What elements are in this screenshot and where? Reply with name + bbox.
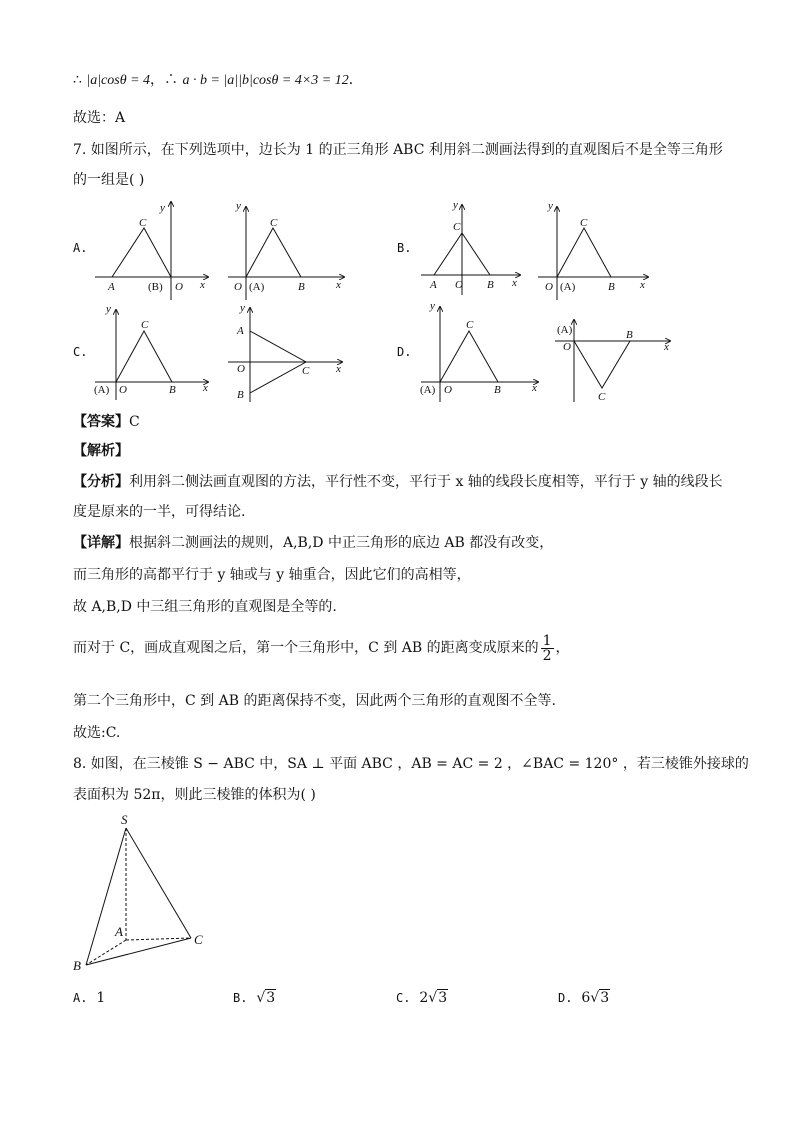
detail-tag: 【详解】 xyxy=(73,535,129,551)
label-paren-a: (A) xyxy=(557,324,573,336)
label-x: x xyxy=(200,279,205,291)
detail4-text: 而对于 C，画成直观图之后，第一个三角形中，C 到 AB 的距离变成原来的 xyxy=(73,640,539,656)
radicand: 3 xyxy=(600,990,610,1006)
fraction-numerator: 1 xyxy=(542,632,552,649)
label-b: B xyxy=(626,329,633,341)
answer-value: C xyxy=(129,414,140,430)
fraction-denominator: 2 xyxy=(542,647,552,664)
label-y: y xyxy=(106,303,111,315)
q7-analysis-tag: 【解析】 xyxy=(73,443,129,459)
label-b: B xyxy=(494,384,501,396)
label-y: y xyxy=(453,199,458,211)
q7-detail-line4 xyxy=(73,630,570,666)
option-label: C. xyxy=(396,991,411,1005)
option-label: D. xyxy=(558,991,573,1005)
label-y: y xyxy=(430,300,435,312)
label-c: C xyxy=(466,319,474,331)
label-c: C xyxy=(598,391,606,403)
label-c: C xyxy=(139,217,147,229)
sqrt-expression: 6√3 xyxy=(581,990,610,1006)
q7-option-d-label: D. xyxy=(397,345,412,359)
q7-option-b-label: B. xyxy=(397,241,412,255)
label-c: C xyxy=(302,365,310,377)
label-b: B xyxy=(237,389,244,401)
q8-stem-line1: 8. 如图，在三棱锥 S − ABC 中，SA ⊥ 平面 ABC ，AB = AC = 2 ，∠BAC = 120° ，若三棱锥外接球的 xyxy=(73,756,749,772)
q7-option-a-label: A. xyxy=(73,241,88,255)
label-o: O xyxy=(175,281,183,293)
label-y: y xyxy=(240,302,245,314)
label-y: y xyxy=(160,202,165,214)
option-label: A. xyxy=(73,991,88,1005)
sqrt-expression: 2√3 xyxy=(419,990,448,1006)
label-x: x xyxy=(203,382,208,394)
label-x: x xyxy=(664,341,669,353)
fenxi-tag: 【分析】 xyxy=(73,474,129,490)
label-o: O xyxy=(563,341,571,353)
label-b: B xyxy=(298,281,305,293)
q7-choose: 故选:C. xyxy=(73,725,121,741)
label-o: O xyxy=(444,384,452,396)
label-c: C xyxy=(141,319,149,331)
answer-tag: 【答案】 xyxy=(73,414,129,430)
label-x: x xyxy=(640,279,645,291)
label-a: A xyxy=(108,281,115,293)
period: ． xyxy=(348,72,363,88)
q7-detail-line3: 故 A,B,D 中三组三角形的直观图是全等的. xyxy=(73,599,337,615)
label-c: C xyxy=(194,932,203,947)
label-s: S xyxy=(121,812,128,827)
label-a: A xyxy=(430,279,437,291)
fig-a2 xyxy=(228,207,344,300)
fig-b2 xyxy=(538,207,648,300)
equation-dot-product: a · b = |a||b|cosθ = 4×3 = 12 xyxy=(182,73,349,88)
label-b: B xyxy=(487,279,494,291)
q7-detail-line1 xyxy=(73,533,553,553)
fig-d1 xyxy=(421,307,538,402)
fig-c1 xyxy=(95,310,208,400)
detail-text: 根据斜二测画法的规则，A,B,D 中正三角形的底边 AB 都没有改变， xyxy=(129,535,554,551)
q7-detail-line2: 而三角形的高都平行于 y 轴或与 y 轴重合，因此它们的高相等， xyxy=(73,567,471,583)
q8-option-c xyxy=(396,988,448,1008)
label-y: y xyxy=(236,200,241,212)
q8-option-d xyxy=(558,988,610,1008)
label-b: B xyxy=(169,384,176,396)
label-x: x xyxy=(336,279,341,291)
label-o: O xyxy=(455,279,463,291)
label-paren-a: (A) xyxy=(420,384,436,396)
label-a: A xyxy=(115,924,123,939)
radicand: 3 xyxy=(438,990,448,1006)
q7-answer xyxy=(73,412,140,432)
label-o: O xyxy=(237,363,245,375)
q7-stem-line1: 7. 如图所示，在下列选项中，边长为 1 的正三角形 ABC 利用斜二测画法得到的直观图后不是全等三角形 xyxy=(73,142,723,158)
prev-choose: 故选：A xyxy=(73,110,126,126)
label-b: B xyxy=(608,281,615,293)
therefore-symbol: ∴ xyxy=(73,72,87,88)
q8-option-a xyxy=(73,988,105,1008)
label-c: C xyxy=(580,217,588,229)
detail4-comma: ， xyxy=(555,640,570,656)
option-value: 1 xyxy=(96,990,106,1006)
label-o: O xyxy=(545,281,553,293)
q7-fenxi-line1 xyxy=(73,472,723,492)
separator: ，∴ xyxy=(150,72,183,88)
fraction-one-half xyxy=(541,634,554,663)
radicand: 3 xyxy=(266,990,276,1006)
label-y: y xyxy=(548,200,553,212)
label-o: O xyxy=(119,384,127,396)
sqrt-expression: √3 xyxy=(256,990,276,1006)
q7-detail-line5: 第二个三角形中，C 到 AB 的距离保持不变，因此两个三角形的直观图不全等. xyxy=(73,693,556,709)
q7-fenxi-line2: 度是原来的一半，可得结论. xyxy=(73,504,246,520)
fig-c2 xyxy=(228,308,342,402)
label-a: A xyxy=(237,325,244,337)
label-o: O xyxy=(234,281,242,293)
q8-stem-line2: 表面积为 52π，则此三棱锥的体积为( ) xyxy=(73,787,316,803)
q7-stem-line2: 的一组是( ) xyxy=(73,172,145,188)
q7-option-c-label: C. xyxy=(73,345,88,359)
coefficient: 2 xyxy=(419,990,429,1006)
label-paren-a: (A) xyxy=(94,384,110,396)
label-paren-a: (A) xyxy=(249,281,265,293)
option-label: B. xyxy=(233,991,248,1005)
fenxi-text: 利用斜二侧法画直观图的方法，平行性不变，平行于 x 轴的线段长度相等，平行于 y 轴的线段长 xyxy=(129,474,723,490)
label-x: x xyxy=(532,382,537,394)
label-x: x xyxy=(512,277,517,289)
label-paren-a: (A) xyxy=(560,281,576,293)
fig-pyramid xyxy=(86,828,191,965)
label-c: C xyxy=(270,217,278,229)
equation-a: |a|cosθ = 4 xyxy=(86,73,151,88)
label-b: B xyxy=(73,958,81,973)
label-paren-b: (B) xyxy=(148,281,163,293)
q8-option-b xyxy=(233,988,276,1008)
label-c: C xyxy=(453,221,461,233)
label-x: x xyxy=(336,363,341,375)
coefficient: 6 xyxy=(581,990,591,1006)
